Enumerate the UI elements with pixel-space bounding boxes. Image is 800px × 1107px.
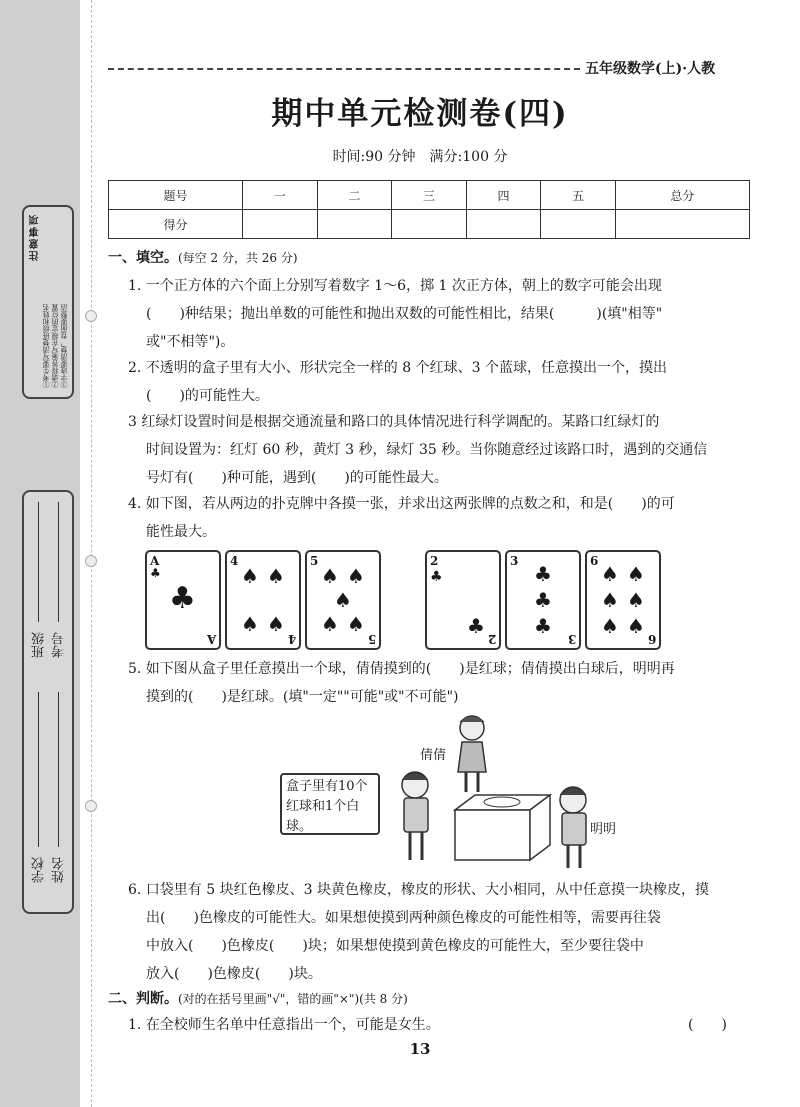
club-icon: ♣ (534, 588, 552, 612)
club-icon: ♣ (534, 562, 552, 586)
question-line: 3 红绿灯设置时间是根据交通流量和路口的具体情况进行科学调配的。某路口红绿灯的 (128, 414, 660, 430)
card-rank: 2 (430, 554, 439, 568)
cut-line (91, 0, 92, 1107)
girl-figure (458, 716, 486, 792)
field-class: 班级 (32, 632, 47, 658)
notice-line: ③字迹要清楚，卷面要整洁 (60, 304, 68, 388)
playing-card (505, 550, 581, 650)
club-icon: ♣ (430, 569, 443, 585)
question-line: 摸到的( )是红球。(填"一定""可能"或"不可能") (146, 689, 459, 705)
question-line: 能性最大。 (146, 524, 216, 540)
spade-icon: ♠ (601, 614, 619, 638)
question-line: 出( )色橡皮的可能性大。如果想使摸到两种颜色橡皮的可能性相等，需要再往袋 (146, 910, 661, 926)
notice-line: ①考生要写清楚班级和姓名 (42, 304, 50, 388)
playing-card (585, 550, 661, 650)
girl-label: 倩倩 (420, 748, 447, 763)
binding-hole (85, 310, 97, 322)
club-icon: ♣ (150, 566, 161, 580)
score-header-cell: 一 (243, 181, 318, 210)
notice-line: ②请将答案写在规定的位置 (51, 304, 59, 388)
question-2 (128, 354, 753, 410)
exam-number-input-line[interactable] (58, 502, 59, 622)
binding-hole (85, 800, 97, 812)
question-line: 2. 不透明的盒子里有大小、形状完全一样的 8 个红球、3 个蓝球，任意摸出一个，摸出 (128, 360, 667, 376)
spade-icon: ♠ (321, 612, 339, 636)
spade-icon: ♠ (347, 612, 365, 636)
spade-icon: ♠ (334, 588, 352, 612)
score-row-label: 得分 (109, 210, 243, 239)
question-line: 5. 如下图从盒子里任意摸出一个球，倩倩摸到的( )是红球；倩倩摸出白球后，明明再 (128, 661, 675, 677)
playing-card (225, 550, 301, 650)
school-input-line[interactable] (38, 692, 39, 847)
score-header-cell: 五 (541, 181, 616, 210)
spade-icon: ♠ (627, 614, 645, 638)
boy-figure-left (402, 772, 428, 860)
score-header-cell: 二 (317, 181, 392, 210)
score-cell[interactable] (317, 210, 392, 239)
club-icon: ♣ (534, 614, 552, 638)
spade-icon: ♠ (627, 562, 645, 586)
playing-card (305, 550, 381, 650)
card-rank: 5 (367, 632, 376, 646)
boy-figure-right (560, 787, 586, 868)
field-exam-number: 考号 (52, 632, 67, 658)
spade-icon: ♠ (241, 564, 259, 588)
question-line: 6. 口袋里有 5 块红色橡皮、3 块黄色橡皮，橡皮的形状、大小相同，从中任意摸一块橡皮，摸 (128, 882, 709, 898)
card-rank: 6 (590, 554, 599, 568)
score-cell[interactable] (615, 210, 749, 239)
section1-heading (108, 244, 298, 272)
section-title: 二、判断。 (108, 991, 178, 1007)
notice-lines (42, 213, 69, 388)
club-icon: ♣ (467, 614, 485, 638)
exam-info: 时间:90 分钟 满分:100 分 (332, 149, 508, 165)
card-rank: 4 (230, 554, 239, 568)
question-1 (128, 272, 753, 356)
page-number: 13 (409, 1040, 431, 1058)
notice-box (22, 205, 74, 399)
score-table-score-row (109, 210, 750, 239)
spade-icon: ♠ (267, 612, 285, 636)
spade-icon: ♠ (347, 564, 365, 588)
page-title: 期中单元检测卷(四) (271, 96, 569, 132)
spade-icon: ♠ (267, 564, 285, 588)
spade-icon: ♠ (601, 562, 619, 586)
question-line: 号灯有( )种可能，遇到( )的可能性最大。 (146, 470, 448, 486)
spade-icon: ♠ (601, 588, 619, 612)
score-header-cell: 三 (392, 181, 467, 210)
boy-label: 明明 (590, 822, 617, 837)
question-line: 1. 一个正方体的六个面上分别写着数字 1～6，掷 1 次正方体，朝上的数字可能会出现 (128, 278, 662, 294)
score-cell[interactable] (541, 210, 616, 239)
field-school: 学校 (32, 857, 47, 883)
playing-card (425, 550, 501, 650)
card-rank: 3 (510, 554, 519, 568)
box-illustration (380, 710, 610, 870)
ball-box (455, 795, 550, 860)
series-label: 五年级数学(上)·人教 (585, 61, 716, 77)
question-line: 放入( )色橡皮( )块。 (146, 966, 322, 982)
score-table-header-row (109, 181, 750, 210)
score-table (108, 180, 750, 239)
club-icon: ♣ (169, 581, 196, 616)
card-rank: A (206, 632, 216, 646)
student-info-box (22, 490, 74, 914)
question-line: ( )种结果；抛出单数的可能性和抛出双数的可能性相比，结果( )(填"相等" (146, 306, 663, 322)
section2-heading (108, 985, 408, 1013)
question-line: 或"不相等")。 (146, 334, 235, 350)
question-5 (128, 655, 753, 711)
binding-hole (85, 555, 97, 567)
question-3 (128, 408, 753, 492)
card-rank: 4 (287, 632, 296, 646)
score-header-cell: 题号 (109, 181, 243, 210)
spade-icon: ♠ (321, 564, 339, 588)
section-note: (每空 2 分，共 26 分) (178, 251, 298, 265)
card-rank: A (150, 554, 160, 568)
question-line: 4. 如下图，若从两边的扑克牌中各摸一张，并求出这两张牌的点数之和，和是( )的可 (128, 496, 675, 512)
score-header-cell: 四 (466, 181, 541, 210)
class-input-line[interactable] (38, 502, 39, 622)
spade-icon: ♠ (241, 612, 259, 636)
score-cell[interactable] (392, 210, 467, 239)
question-4 (128, 490, 753, 546)
speech-bubble: 盒子里有10个红球和1个白球。 (280, 773, 380, 835)
section-title: 一、填空。 (108, 250, 178, 266)
name-input-line[interactable] (58, 692, 59, 847)
header-dashes (108, 68, 580, 70)
card-rank: 2 (487, 632, 496, 646)
field-name: 姓名 (52, 857, 67, 883)
judge-question-1: 1. 在全校师生名单中任意指出一个，可能是女生。 (128, 1017, 440, 1033)
question-line: 时间设置为：红灯 60 秒，黄灯 3 秒，绿灯 35 秒。当你随意经过该路口时，遇到的交通信 (146, 442, 708, 458)
section-note: (对的在括号里画"√"，错的画"×")(共 8 分) (178, 992, 408, 1006)
score-cell[interactable] (466, 210, 541, 239)
card-rank: 6 (647, 632, 656, 646)
score-header-cell: 总分 (615, 181, 749, 210)
question-line: ( )的可能性大。 (146, 388, 269, 404)
card-rank: 3 (567, 632, 576, 646)
question-6 (128, 876, 753, 988)
question-line: 中放入( )色橡皮( )块；如果想使摸到黄色橡皮的可能性大，至少要往袋中 (146, 938, 644, 954)
score-cell[interactable] (243, 210, 318, 239)
judge-answer-blank[interactable]: ( ) (688, 1017, 727, 1033)
card-rank: 5 (310, 554, 319, 568)
playing-card (145, 550, 221, 650)
spade-icon: ♠ (627, 588, 645, 612)
notice-title: 注意事项 (30, 213, 41, 261)
